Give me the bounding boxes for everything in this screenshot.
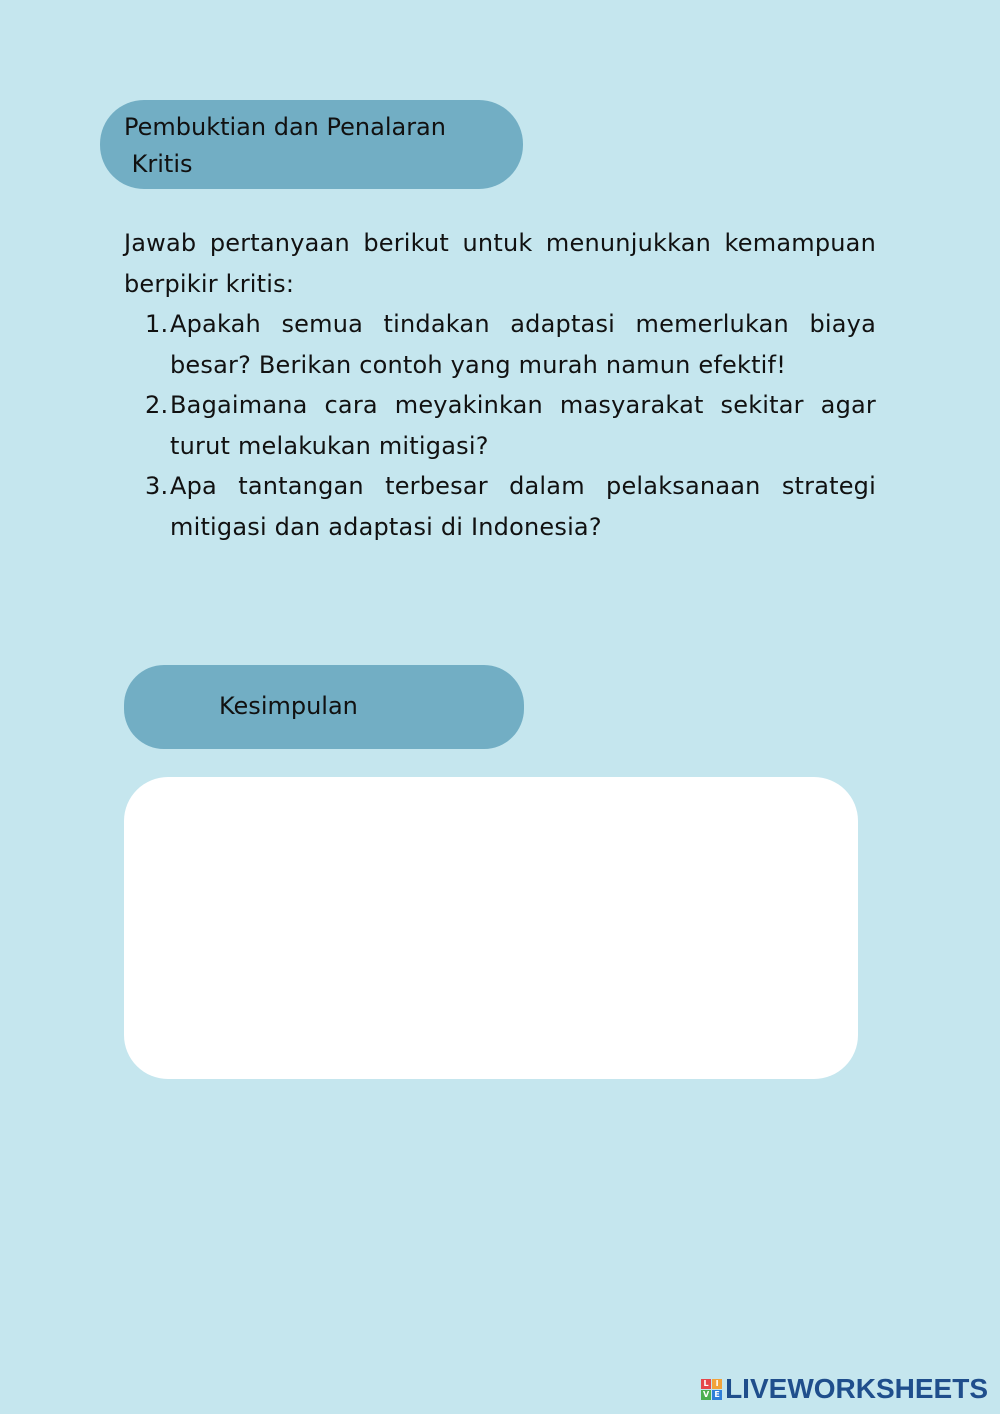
liveworksheets-brand-text: LIVEWORKSHEETS [725,1373,988,1404]
conclusion-pill [124,665,524,749]
logo-letter: I [712,1379,722,1389]
logo-letter: E [712,1390,722,1400]
logo-letter: V [702,1389,710,1399]
section-title-pill [100,100,523,189]
question-item [124,466,876,547]
question-text: Apa tantangan terbesar dalam pelaksanaan strategi mitigasi dan adaptasi di Indonesia? [170,472,876,541]
question-number: 2. [145,391,169,419]
question-item [124,304,876,385]
liveworksheets-logo[interactable] [701,1372,988,1406]
instruction-text: Jawab pertanyaan berikut untuk menunjukkan kemampuan berpikir kritis: [124,229,876,298]
logo-letter: L [701,1379,711,1389]
question-text: Apakah semua tindakan adaptasi memerlukan biaya besar? Berikan contoh yang murah namun efektif! [170,310,876,379]
question-text: Bagaimana cara meyakinkan masyarakat sekitar agar turut melakukan mitigasi? [170,391,876,460]
question-number: 3. [145,472,169,500]
question-item [124,385,876,466]
conclusion-label: Kesimpulan [219,692,358,720]
question-list [124,304,876,547]
liveworksheets-logo-icon [701,1379,722,1400]
conclusion-answer-box[interactable] [124,777,858,1079]
question-number: 1. [145,310,169,338]
section-title-line2: Kritis [124,150,193,178]
section-title-line1: Pembuktian dan Penalaran [124,113,446,141]
